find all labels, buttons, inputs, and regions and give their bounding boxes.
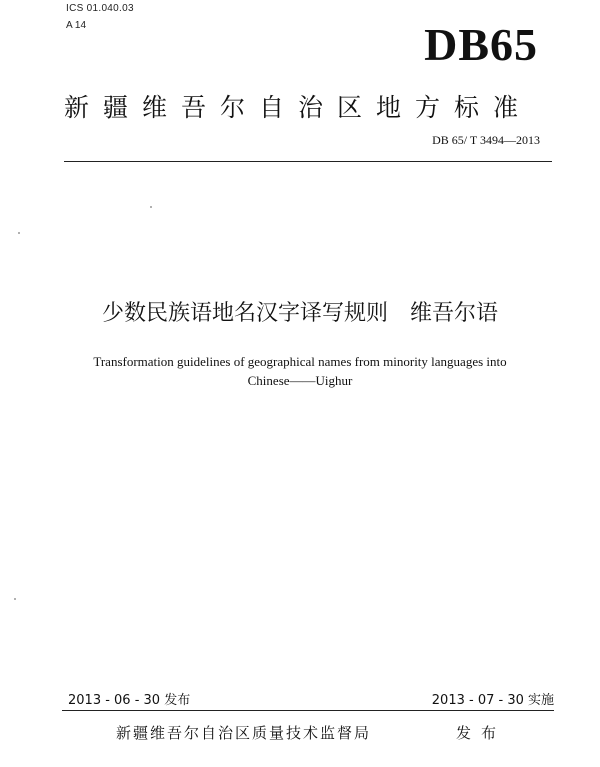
english-title-line-2: Chinese——Uighur [247, 373, 353, 388]
header-divider [64, 161, 552, 162]
standard-number: DB 65/ T 3494—2013 [432, 133, 540, 147]
implementation-date: 2013 - 07 - 30 实施 [431, 693, 554, 708]
scan-speck [14, 598, 16, 600]
english-title-line-1: Transformation guidelines of geographical names from minority languages into [93, 354, 507, 369]
document-title-english [0, 352, 600, 390]
scan-speck [150, 206, 152, 208]
document-title-chinese: 少数民族语地名汉字译写规则 维吾尔语 [101, 301, 498, 326]
issuing-authority: 新疆维吾尔自治区质量技术监督局 [116, 724, 372, 742]
issue-label: 发布 [456, 724, 507, 742]
ics-code: ICS 01.040.03 [66, 3, 134, 14]
standard-type-title: 新疆维吾尔自治区地方标准 [64, 93, 533, 122]
issue-date: 2013 - 06 - 30 发布 [68, 693, 191, 708]
scan-speck [18, 232, 20, 234]
standard-logo: DB65 [424, 19, 538, 70]
footer-divider [62, 710, 554, 711]
ccs-code: A 14 [66, 20, 87, 31]
